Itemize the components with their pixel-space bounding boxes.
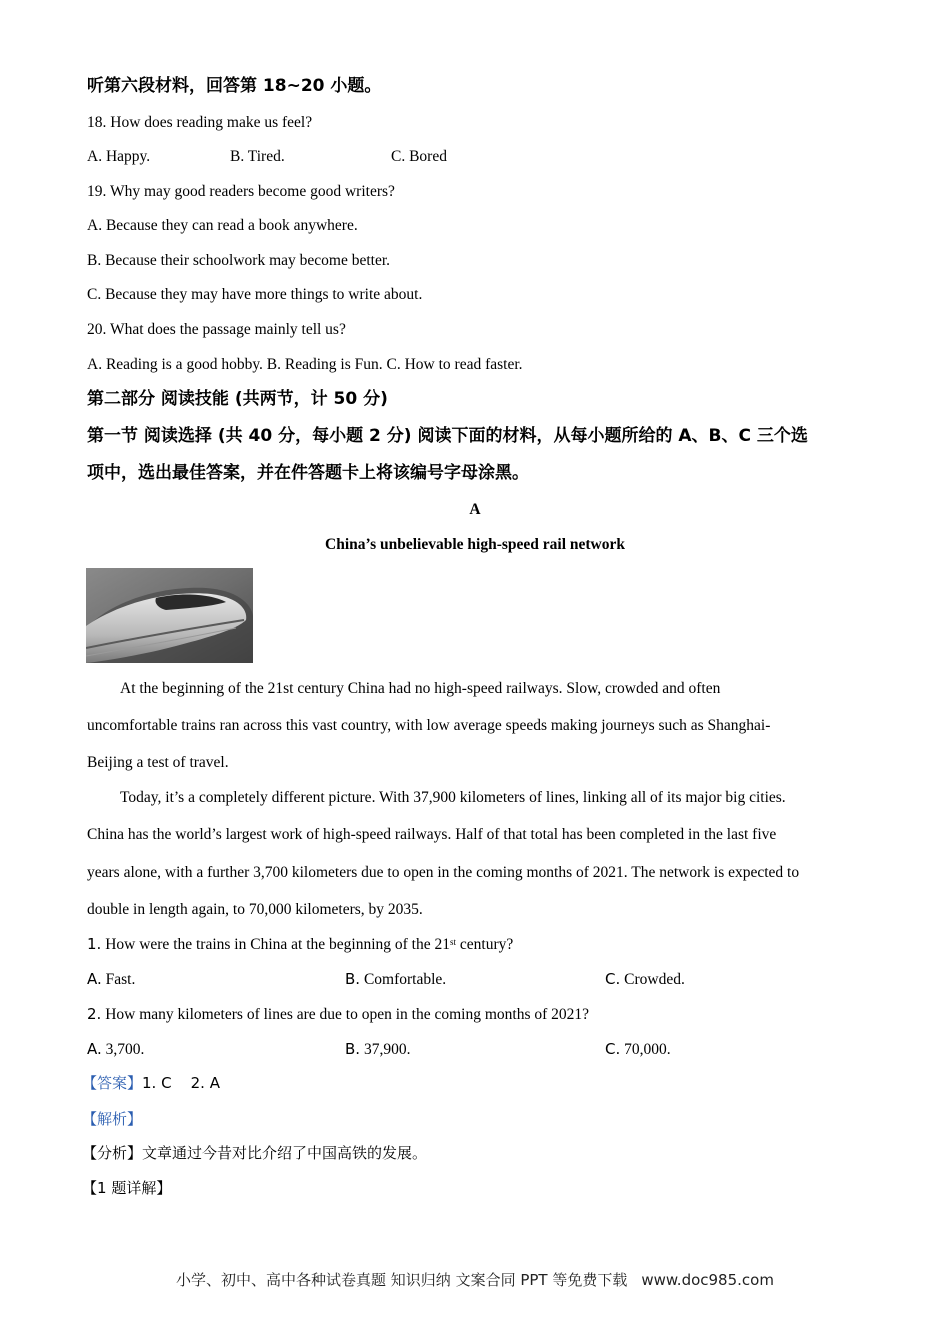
- passage-paragraph-1-line-3: Beijing a test of travel.: [87, 754, 229, 771]
- passage-paragraph-2-line-1: Today, it’s a completely different picture. With 37,900 kilometers of lines, linking all of its major big cities.: [120, 789, 786, 806]
- question-1-text: How were the trains in China at the beginning of the 21: [105, 936, 450, 953]
- q1-option-c: C. Crowded.: [605, 970, 685, 988]
- q18-option-c: C. Bored: [391, 148, 447, 165]
- answer-label: 【答案】: [82, 1074, 143, 1092]
- part-two-heading: 第二部分 阅读技能 (共两节，计 50 分): [87, 389, 388, 409]
- q1-option-b: B. Comfortable.: [345, 970, 447, 988]
- q2-option-c: C. 70,000.: [605, 1040, 671, 1058]
- question-19: 19. Why may good readers become good writers?: [87, 183, 395, 200]
- answer-line: [82, 1073, 220, 1094]
- q18-option-a: A. Happy.: [87, 148, 151, 165]
- footer-url[interactable]: www.doc985.com: [641, 1271, 774, 1289]
- question-2: [87, 1004, 589, 1025]
- q19-option-c: C. Because they may have more things to write about.: [87, 286, 423, 303]
- high-speed-train-photo: [86, 568, 253, 663]
- q2-option-a: A. 3,700.: [87, 1040, 145, 1058]
- section-one-instructions-line1: 第一节 阅读选择 (共 40 分，每小题 2 分) 阅读下面的材料，从每小题所给的 A、B、C 三个选: [87, 426, 808, 446]
- question-1-superscript: st: [449, 937, 456, 947]
- question-2-text: How many kilometers of lines are due to open in the coming months of 2021?: [105, 1006, 590, 1023]
- question-1-number: 1.: [87, 935, 102, 953]
- question-1-text-end: century?: [456, 936, 514, 953]
- passage-paragraph-1-line-1: At the beginning of the 21st century China had no high-speed railways. Slow, crowded and often: [120, 680, 721, 697]
- footer-text: 小学、初中、高中各种试卷真题 知识归纳 文案合同 PPT 等免费下载: [176, 1271, 628, 1289]
- q19-option-a: A. Because they can read a book anywhere.: [87, 217, 358, 234]
- section-one-instructions-line2: 项中，选出最佳答案，并在件答题卡上将该编号字母涂黑。: [87, 463, 529, 483]
- passage-paragraph-2-line-3: years alone, with a further 3,700 kilometers due to open in the coming months of 2021. The network is expected to: [87, 864, 800, 881]
- summary-line: [82, 1143, 427, 1164]
- passage-letter: A: [469, 501, 481, 518]
- question-18: 18. How does reading make us feel?: [87, 114, 313, 131]
- q20-options: A. Reading is a good hobby. B. Reading is Fun. C. How to read faster.: [87, 356, 523, 373]
- passage-paragraph-2-line-2: China has the world’s largest work of high-speed railways. Half of that total has been completed in the last five: [87, 826, 777, 843]
- q19-option-b: B. Because their schoolwork may become better.: [87, 252, 391, 269]
- question-2-number: 2.: [87, 1005, 102, 1023]
- question-20: 20. What does the passage mainly tell us?: [87, 321, 346, 338]
- passage-paragraph-1-line-2: uncomfortable trains ran across this vast country, with low average speeds making journeys such as Shanghai-: [87, 717, 771, 734]
- question-1: [87, 934, 513, 955]
- summary-text: 文章通过今昔对比介绍了中国高铁的发展。: [142, 1144, 428, 1162]
- q1-option-a: A. Fast.: [87, 970, 136, 988]
- q2-option-b: B. 37,900.: [345, 1040, 411, 1058]
- detail-label: 【1 题详解】: [82, 1179, 172, 1197]
- q18-option-b: B. Tired.: [230, 148, 285, 165]
- passage-paragraph-2-line-4: double in length again, to 70,000 kilometers, by 2035.: [87, 901, 423, 918]
- summary-label: 【分析】: [82, 1144, 143, 1162]
- passage-title: China’s unbelievable high-speed rail network: [325, 536, 625, 553]
- footer: [0, 1269, 950, 1290]
- answer-value: 1. C 2. A: [142, 1074, 220, 1092]
- analysis-label: 【解析】: [82, 1110, 143, 1128]
- section-six-heading: 听第六段材料，回答第 18~20 小题。: [87, 76, 382, 96]
